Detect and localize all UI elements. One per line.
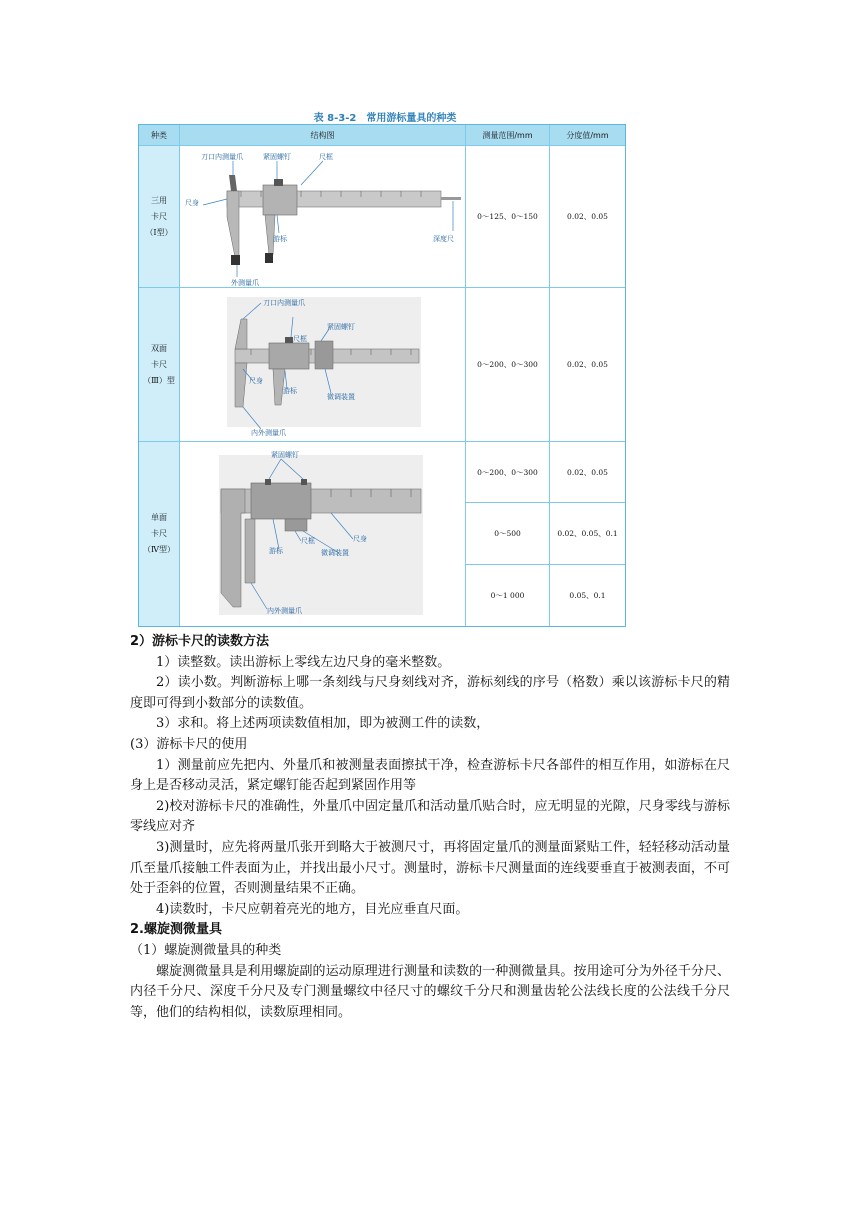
header-range: 测量范围/mm (466, 125, 550, 146)
row3-division-1: 0.02、0.05 (550, 442, 625, 503)
label-2: 紧固螺钉 (326, 322, 355, 331)
label-1: 刀口内测量爪 (200, 152, 243, 161)
paragraph: 1）读整数。读出游标上零线左边尺身的毫米整数。 (156, 654, 451, 670)
label-7: 内外测量爪 (250, 428, 286, 437)
caliper-type1-illustration (181, 147, 465, 287)
header-type: 种类 (139, 125, 180, 146)
label-4: 游标 (268, 547, 283, 555)
section-heading: 2.螺旋测微量具 (130, 922, 222, 938)
label-5: 游标 (272, 234, 287, 243)
section-heading: 2）游标卡尺的读数方法 (130, 634, 270, 649)
row3-range-3: 0～1 000 (466, 565, 550, 626)
row3-diagram (180, 442, 466, 626)
row1-range: 0～125、0～150 (466, 146, 550, 288)
label-6: 深度尺 (432, 234, 454, 243)
label-6: 微调装置 (326, 392, 355, 401)
header-division: 分度值/mm (550, 125, 625, 146)
label-1: 刀口内测量爪 (262, 298, 305, 307)
paragraph: 4)读数时，卡尺应朝着亮光的地方，目光应垂直尺面。 (156, 901, 469, 917)
row2-type: 双面 卡尺 （Ⅲ）型 (139, 288, 180, 442)
label-2: 尺身 (352, 535, 367, 543)
header-structure: 结构图 (180, 125, 466, 146)
row1-type: 三用 卡尺 （Ⅰ型） (139, 146, 180, 288)
table-caption: 表 8-3-2 常用游标量具的种类 (313, 113, 457, 124)
row2-diagram (180, 288, 466, 442)
caliper-types-table (138, 124, 626, 627)
row3-division-3: 0.05、0.1 (550, 565, 625, 626)
paragraph: 2)校对游标卡尺的准确性，外量爪中固定量爪和活动量爪贴合时，应无明显的光隙，尺身零线与游标零线应对齐 (130, 798, 730, 835)
label-5: 微调装置 (320, 549, 349, 557)
paragraph: 螺旋测微量具是利用螺旋副的运动原理进行测量和读数的一种测微量具。按用途可分为外径千分尺、内径千分尺、深度千分尺及专门测量螺纹中径尺寸的螺纹千分尺和测量齿轮公法线长度的公法线千分尺等，他们的结构相似，读数原理相同。 (130, 963, 730, 1020)
subsection-heading: （1）螺旋测微量具的种类 (130, 942, 282, 958)
label-3: 尺框 (300, 537, 315, 545)
row3-range-2: 0～500 (466, 503, 550, 565)
label-2: 紧固螺钉 (262, 152, 291, 161)
caliper-type4-illustration (181, 443, 465, 625)
label-6: 内外测量爪 (266, 607, 302, 615)
row3-type: 单面 卡尺 （Ⅳ型） (139, 442, 180, 626)
paragraph: 3)测量时，应先将两量爪张开到略大于被测尺寸，再将固定量爪的测量面紧贴工件，轻轻移动活动量爪至量爪接触工件表面为止，并找出最小尺寸。测量时，游标卡尺测量面的连线要垂直于被测表面，不可处于歪斜的位置，否则测量结果不正确。 (130, 839, 730, 897)
caliper-type3-illustration (181, 289, 465, 441)
row1-diagram (180, 146, 466, 288)
label-4: 尺身 (184, 198, 199, 207)
paragraph: 2）读小数。判断游标上哪一条刻线与尺身刻线对齐，游标刻线的序号（格数）乘以该游标卡尺的精度即可得到小数部分的读数值。 (130, 675, 730, 711)
row2-range: 0～200、0～300 (466, 288, 550, 442)
label-4: 尺身 (248, 376, 263, 385)
label-5: 游标 (282, 386, 297, 395)
row2-division: 0.02、0.05 (550, 288, 625, 442)
label-1: 紧固螺钉 (270, 451, 299, 459)
row3-range-1: 0～200、0～300 (466, 442, 550, 503)
label-3: 尺框 (292, 334, 307, 343)
paragraph: 1）测量前应先把内、外量爪和被测量表面擦拭干净，检查游标卡尺各部件的相互作用，如游标在尺身上是否移动灵活，紧定螺钉能否起到紧固作用等 (130, 757, 730, 794)
paragraph: 3）求和。将上述两项读数值相加，即为被测工件的读数， (156, 716, 490, 732)
label-3: 尺框 (318, 152, 333, 161)
label-7: 外测量爪 (230, 278, 259, 287)
row3-division-2: 0.02、0.05、0.1 (550, 503, 625, 565)
subsection-heading: (3）游标卡尺的使用 (130, 736, 248, 752)
row1-division: 0.02、0.05 (550, 146, 625, 288)
body-text (130, 632, 730, 1023)
